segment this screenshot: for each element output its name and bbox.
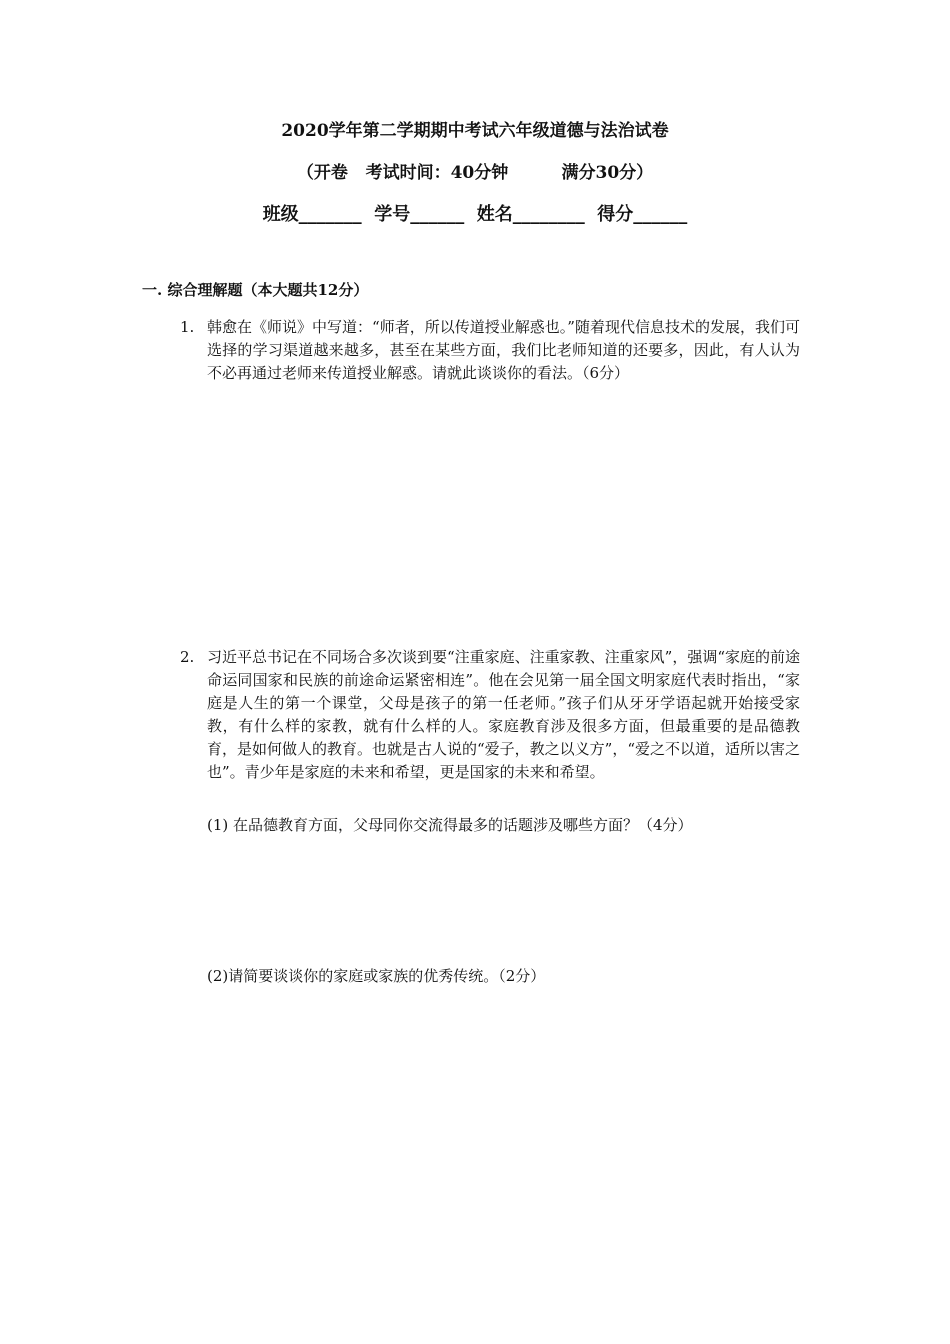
question-number: 2.: [180, 648, 195, 666]
question-text: 习近平总书记在不同场合多次谈到要“注重家庭、注重家教、注重家风”，强调“家庭的前途命运同国家和民族的前途命运紧密相连”。他在会见第一届全国文明家庭代表时指出，“家庭是人生的第一个课堂，父母是孩子的第一任老师。”孩子们从牙牙学语起就开始接受家教，有什么样的家教，就有什么样的人。家庭教育涉及很多方面，但最重要的是品德教育，是如何做人的教育。也就是古人说的“爱子，教之以义方”，“爱之不以道，适所以害之也”。青少年是家庭的未来和希望，更是国家的未来和希望。: [207, 648, 801, 781]
question-1: [180, 316, 800, 385]
sub-question-2: (2)请简要谈谈你的家庭或家族的优秀传统。（2分）: [207, 967, 546, 985]
exam-subtitle: （开卷 考试时间：40分钟 满分30分）: [296, 163, 654, 183]
section-heading: 一. 综合理解题（本大题共12分）: [142, 281, 369, 299]
sub-question-1: (1) 在品德教育方面，父母同你交流得最多的话题涉及哪些方面？（4分）: [207, 816, 693, 834]
question-text: 韩愈在《师说》中写道：“师者，所以传道授业解惑也。”随着现代信息技术的发展，我们可选择的学习渠道越来越多，甚至在某些方面，我们比老师知道的还要多，因此，有人认为不必再通过老师来传道授业解惑。请就此谈谈你的看法。（6分）: [207, 318, 800, 382]
exam-title: 2020学年第二学期期中考试六年级道德与法治试卷: [281, 121, 669, 141]
question-2: [180, 646, 800, 784]
student-info-line: 班级_______ 学号______ 姓名________ 得分______: [262, 204, 688, 225]
question-number: 1.: [180, 318, 195, 336]
